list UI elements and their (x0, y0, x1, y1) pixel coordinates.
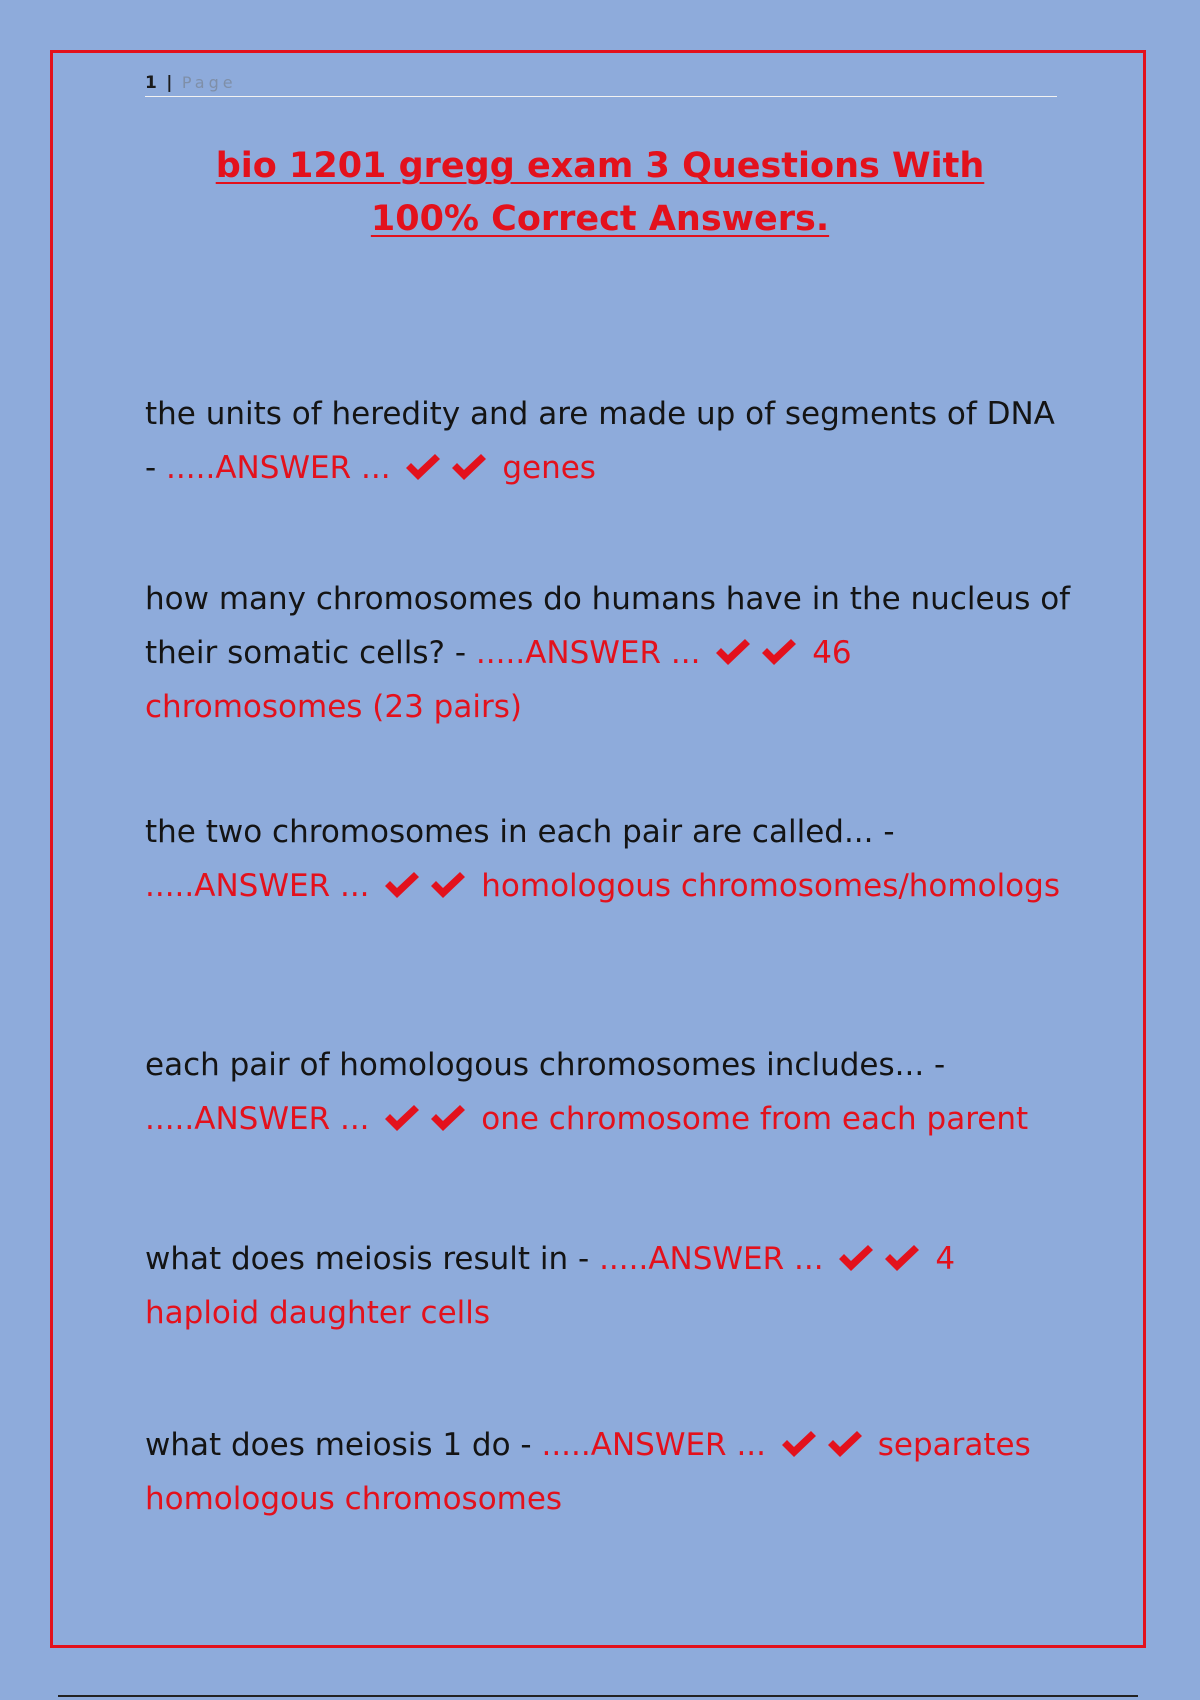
checkmark-icon (382, 1102, 422, 1134)
document-title: bio 1201 gregg exam 3 Questions With 100% Correct Answers. (215, 146, 985, 239)
qa-item (145, 805, 1075, 913)
answer-prefix: .....ANSWER ... (541, 1427, 767, 1463)
checkmark-icon (882, 1242, 922, 1274)
answer-prefix: .....ANSWER ... (145, 1101, 370, 1137)
checkmark-icon (713, 636, 753, 668)
answer-text: 4 haploid daughter cells (145, 1241, 956, 1331)
qa-item (145, 387, 1075, 495)
answer-prefix: .....ANSWER ... (475, 635, 701, 671)
answer-prefix: .....ANSWER ... (599, 1241, 824, 1277)
question-text: each pair of homologous chromosomes includes... - (145, 1047, 946, 1083)
answer-text: separates homologous chromosomes (145, 1427, 1031, 1517)
answer-text: homologous chromosomes/homologs (481, 868, 1060, 904)
qa-item (145, 1038, 1075, 1146)
checkmark-icon (428, 869, 468, 901)
qa-item (145, 572, 1075, 734)
checkmark-icon (382, 869, 422, 901)
answer-text: 46 chromosomes (23 pairs) (145, 635, 852, 725)
checkmark-icon (779, 1428, 819, 1460)
question-text: the two chromosomes in each pair are called... - (145, 814, 895, 850)
checkmark-icon (449, 451, 489, 483)
answer-text: genes (502, 450, 596, 486)
checkmark-icon (428, 1102, 468, 1134)
checkmark-icon (759, 636, 799, 668)
question-text: the units of heredity and are made up of segments of DNA - (145, 396, 1055, 486)
question-text: how many chromosomes do humans have in the nucleus of their somatic cells? - (145, 581, 1071, 671)
checkmark-icon (836, 1242, 876, 1274)
answer-prefix: .....ANSWER ... (145, 868, 370, 904)
page-header (145, 70, 1057, 97)
question-text: what does meiosis 1 do - (145, 1427, 532, 1463)
question-text: what does meiosis result in - (145, 1241, 590, 1277)
page-label: Page (181, 73, 237, 92)
answer-text: one chromosome from each parent (481, 1101, 1029, 1137)
page-number: 1 (145, 73, 157, 93)
checkmark-icon (825, 1428, 865, 1460)
answer-prefix: .....ANSWER ... (166, 450, 391, 486)
qa-item (145, 1418, 1075, 1526)
footer-rule (58, 1695, 1138, 1697)
qa-item (145, 1232, 1075, 1340)
page-separator: | (166, 73, 173, 93)
checkmark-icon (403, 451, 443, 483)
